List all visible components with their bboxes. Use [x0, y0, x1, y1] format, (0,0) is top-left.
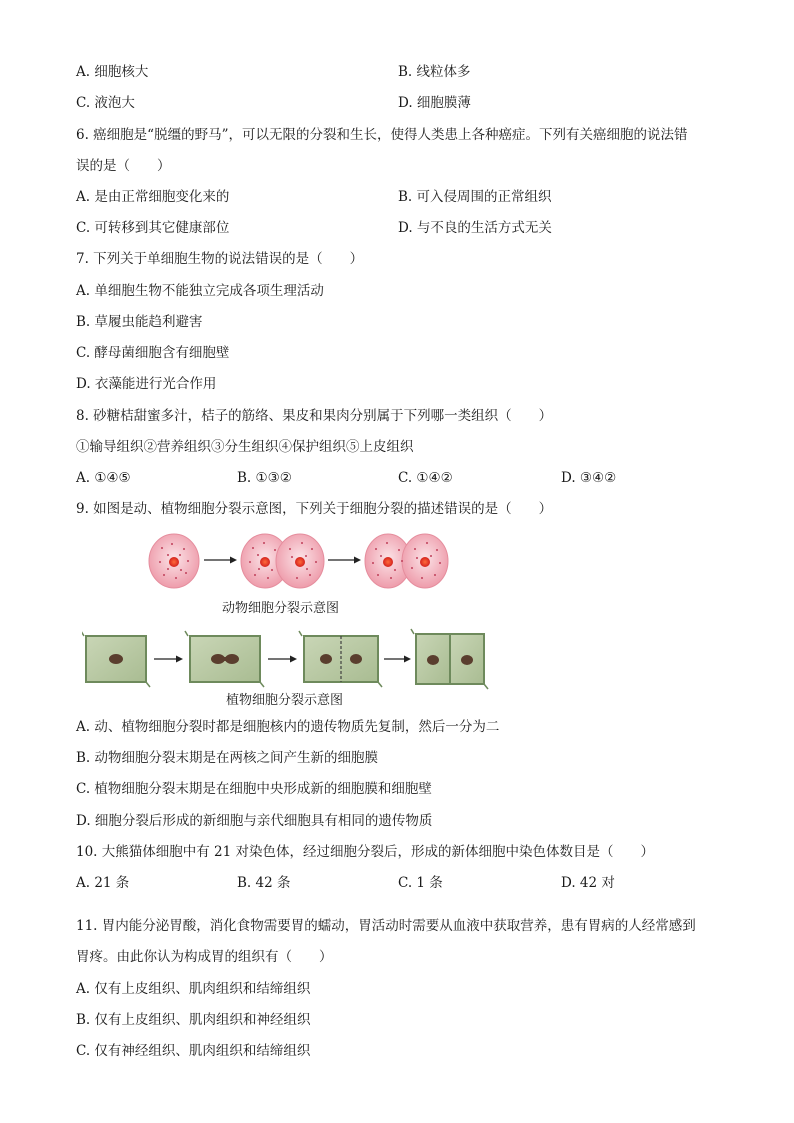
q10-option-a[interactable]: A. 21 条	[76, 875, 130, 891]
q8-option-d[interactable]: D. ③④②	[561, 470, 617, 486]
q10-stem: 10. 大熊猫体细胞中有 21 对染色体，经过细胞分裂后，形成的新体细胞中染色体数目是（ ）	[76, 844, 655, 860]
q7-option-c[interactable]: C. 酵母菌细胞含有细胞壁	[76, 345, 230, 361]
plant-daughter-cells	[411, 629, 488, 689]
q10-option-c[interactable]: C. 1 条	[398, 875, 443, 891]
q6-option-b[interactable]: B. 可入侵周围的正常组织	[398, 189, 552, 205]
animal-cell-1	[149, 534, 199, 588]
animal-cell-division-figure	[140, 528, 460, 594]
q5-option-d[interactable]: D. 细胞膜薄	[398, 95, 471, 111]
plant-cell-dividing-nucleus	[185, 631, 264, 687]
q7-option-d[interactable]: D. 衣藻能进行光合作用	[76, 376, 217, 392]
q11-option-b[interactable]: B. 仅有上皮组织、肌肉组织和神经组织	[76, 1012, 311, 1028]
arrow-icon	[328, 557, 361, 564]
animal-figure-caption: 动物细胞分裂示意图	[222, 601, 340, 616]
plant-cell-forming-wall	[299, 631, 382, 687]
q11-stem-line2: 胃疼。由此你认为构成胃的组织有（ ）	[76, 949, 333, 965]
q6-option-a[interactable]: A. 是由正常细胞变化来的	[76, 189, 230, 205]
arrow-icon	[268, 656, 297, 663]
q6-option-d[interactable]: D. 与不良的生活方式无关	[398, 220, 552, 236]
animal-cell-dividing	[241, 534, 324, 588]
q8-stem: 8. 砂糖桔甜蜜多汁，桔子的筋络、果皮和果肉分别属于下列哪一类组织（ ）	[76, 408, 553, 424]
q7-option-b[interactable]: B. 草履虫能趋利避害	[76, 314, 203, 330]
plant-cell-division-figure	[82, 626, 490, 692]
q10-option-d[interactable]: D. 42 对	[561, 875, 615, 891]
q9-option-b[interactable]: B. 动物细胞分裂末期是在两核之间产生新的细胞膜	[76, 750, 379, 766]
q9-option-a[interactable]: A. 动、植物细胞分裂时都是细胞核内的遗传物质先复制，然后一分为二	[76, 719, 500, 735]
q8-option-b[interactable]: B. ①③②	[237, 470, 292, 486]
q9-stem: 9. 如图是动、植物细胞分裂示意图，下列关于细胞分裂的描述错误的是（ ）	[76, 501, 553, 517]
q6-stem-line1: 6. 癌细胞是“脱缰的野马”，可以无限的分裂和生长，使得人类患上各种癌症。下列有关癌细胞的说法错	[76, 127, 688, 143]
q8-option-a[interactable]: A. ①④⑤	[76, 470, 131, 486]
q8-tissue-list: ①输导组织②营养组织③分生组织④保护组织⑤上皮组织	[76, 439, 414, 455]
q9-option-c[interactable]: C. 植物细胞分裂末期是在细胞中央形成新的细胞膜和细胞壁	[76, 781, 432, 797]
arrow-icon	[154, 656, 183, 663]
plant-figure-caption: 植物细胞分裂示意图	[226, 693, 344, 708]
q11-option-a[interactable]: A. 仅有上皮组织、肌肉组织和结缔组织	[76, 981, 311, 997]
animal-daughter-cells	[365, 534, 448, 588]
arrow-icon	[384, 656, 411, 663]
q5-option-c[interactable]: C. 液泡大	[76, 95, 135, 111]
q7-stem: 7. 下列关于单细胞生物的说法错误的是（ ）	[76, 251, 364, 267]
q5-option-b[interactable]: B. 线粒体多	[398, 64, 471, 80]
q8-option-c[interactable]: C. ①④②	[398, 470, 453, 486]
q7-option-a[interactable]: A. 单细胞生物不能独立完成各项生理活动	[76, 283, 324, 299]
q6-stem-line2: 误的是（ ）	[76, 158, 171, 174]
q9-option-d[interactable]: D. 细胞分裂后形成的新细胞与亲代细胞具有相同的遗传物质	[76, 813, 433, 829]
plant-cell-1	[82, 631, 150, 687]
arrow-icon	[204, 557, 237, 564]
q6-option-c[interactable]: C. 可转移到其它健康部位	[76, 220, 230, 236]
q11-stem-line1: 11. 胃内能分泌胃酸，消化食物需要胃的蠕动，胃活动时需要从血液中获取营养，患有胃病的人经常感到	[76, 918, 696, 934]
q11-option-c[interactable]: C. 仅有神经组织、肌肉组织和结缔组织	[76, 1043, 311, 1059]
q5-option-a[interactable]: A. 细胞核大	[76, 64, 149, 80]
q10-option-b[interactable]: B. 42 条	[237, 875, 291, 891]
